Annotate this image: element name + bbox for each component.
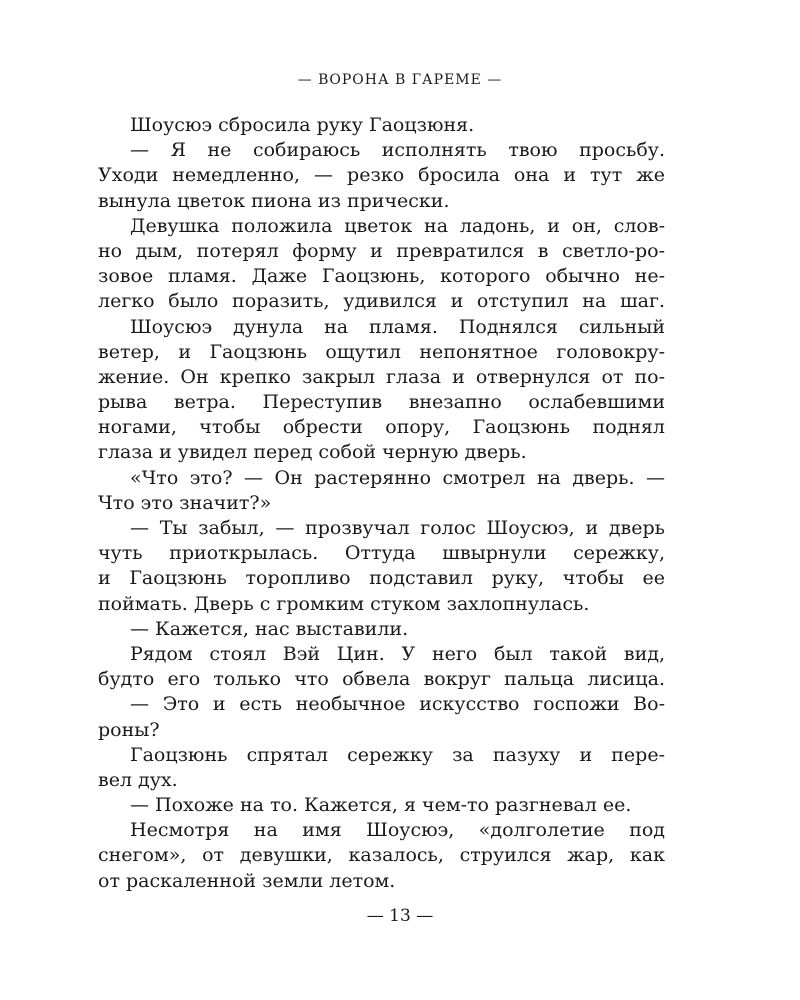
text-line: легко было поразить, удивился и отступил на шаг. [98, 290, 665, 313]
text-line: Шоусюэ дунула на пламя. Поднялся сильный [130, 315, 665, 338]
page-number: — 13 — [366, 906, 434, 926]
text-line: поймать. Дверь с громким стуком захлопнулась. [98, 592, 590, 615]
text-line: Уходи немедленно, — резко бросила она и тут же [98, 164, 665, 187]
text-line: глаза и увидел перед собой черную дверь. [98, 441, 527, 464]
text-line: ногами, чтобы обрести опору, Гаоцзюнь поднял [98, 416, 665, 439]
text-line: от раскаленной земли летом. [98, 869, 396, 892]
text-line: и Гаоцзюнь торопливо подставил руку, чтобы ее [98, 567, 665, 590]
text-line: вынула цветок пиона из прически. [98, 189, 450, 212]
text-line: зовое пламя. Даже Гаоцзюнь, которого обычно не- [98, 265, 665, 288]
text-line: жение. Он крепко закрыл глаза и отвернулся от по- [98, 365, 665, 388]
body-text [98, 113, 665, 894]
text-line: роны? [98, 718, 160, 741]
text-line: «Что это? — Он растерянно смотрел на дверь. — [130, 466, 665, 489]
text-line: Рядом стоял Вэй Цин. У него был такой вид, [130, 642, 665, 665]
text-line: Девушка положила цветок на ладонь, и он, слов- [130, 214, 665, 237]
running-head: — ВОРОНА В ГАРЕМЕ — [297, 72, 503, 88]
text-line: рыва ветра. Переступив внезапно ослабевшими [98, 391, 665, 414]
text-line: Что это значит?» [98, 491, 272, 514]
text-line: Несмотря на имя Шоусюэ, «долголетие под [130, 819, 665, 842]
text-line: — Кажется, нас выставили. [130, 617, 409, 640]
text-line: — Похоже на то. Кажется, я чем-то разгневал ее. [130, 794, 632, 817]
text-line: чуть приоткрылась. Оттуда швырнули сережку, [98, 542, 665, 565]
text-line: — Я не собираюсь исполнять твою просьбу. [130, 139, 665, 162]
text-line: будто его только что обвела вокруг пальца лисица. [98, 668, 665, 691]
text-line: Гаоцзюнь спрятал сережку за пазуху и пере- [130, 743, 665, 766]
text-line: — Ты забыл, — прозвучал голос Шоусюэ, и дверь [130, 517, 665, 539]
text-line: снегом», от девушки, казалось, струился жар, как [98, 844, 665, 867]
text-line: ветер, и Гаоцзюнь ощутил непонятное головокру- [98, 340, 665, 363]
text-line: Шоусюэ сбросила руку Гаоцзюня. [130, 114, 475, 136]
text-line: вел дух. [98, 768, 178, 791]
text-line: — Это и есть необычное искусство госпожи Во- [130, 693, 665, 716]
text-line: но дым, потерял форму и превратился в светло-ро- [98, 239, 665, 262]
